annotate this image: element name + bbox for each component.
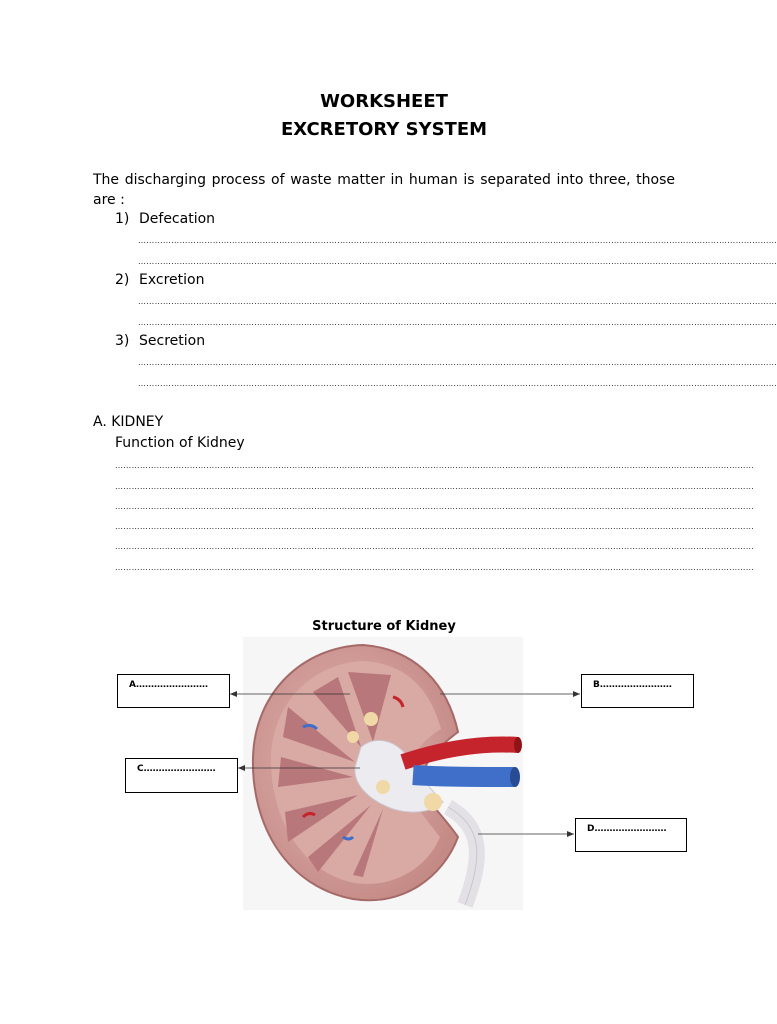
answer-line[interactable]: …………………………………………………………………………………………………………………………………………………………………………………………………………… (138, 297, 777, 306)
kidney-illustration (243, 637, 523, 910)
answer-line[interactable]: …………………………………………………………………………………………………………………………………………………………………………………………………………… (115, 563, 755, 572)
label-box-c[interactable]: C…………………… (125, 758, 238, 793)
process-number: 2) (115, 272, 130, 288)
answer-line[interactable]: …………………………………………………………………………………………………………………………………………………………………………………………………………… (138, 257, 777, 266)
answer-line[interactable]: …………………………………………………………………………………………………………………………………………………………………………………………………………… (115, 502, 755, 511)
process-number: 1) (115, 211, 130, 227)
label-box-d[interactable]: D…………………… (575, 818, 687, 852)
answer-line[interactable]: …………………………………………………………………………………………………………………………………………………………………………………………………………… (138, 358, 777, 367)
process-label: Defecation (139, 211, 216, 227)
answer-line[interactable]: …………………………………………………………………………………………………………………………………………………………………………………………………………… (138, 236, 777, 245)
diagram-title: Structure of Kidney (312, 619, 456, 634)
process-label: Excretion (139, 272, 205, 288)
answer-line[interactable]: …………………………………………………………………………………………………………………………………………………………………………………………………………… (115, 461, 755, 470)
worksheet-subtitle: EXCRETORY SYSTEM (280, 119, 488, 140)
process-label: Secretion (139, 333, 206, 349)
process-item-excretion (115, 272, 204, 288)
worksheet-title: WORKSHEET (320, 91, 448, 112)
answer-line[interactable]: …………………………………………………………………………………………………………………………………………………………………………………………………………… (115, 542, 755, 551)
section-subheading: Function of Kidney (115, 435, 245, 451)
section-heading-kidney: A. KIDNEY (93, 414, 164, 430)
process-item-defecation (115, 211, 215, 227)
answer-line[interactable]: …………………………………………………………………………………………………………………………………………………………………………………………………………… (115, 482, 755, 491)
label-box-a[interactable]: A…………………… (117, 674, 230, 708)
answer-line[interactable]: …………………………………………………………………………………………………………………………………………………………………………………………………………… (138, 379, 777, 388)
label-box-b[interactable]: B…………………… (581, 674, 694, 708)
process-number: 3) (115, 333, 130, 349)
answer-line[interactable]: …………………………………………………………………………………………………………………………………………………………………………………………………………… (138, 318, 777, 327)
intro-paragraph: The discharging process of waste matter in human is separated into three, those are : (93, 172, 675, 208)
process-item-secretion (115, 333, 205, 349)
answer-line[interactable]: …………………………………………………………………………………………………………………………………………………………………………………………………………… (115, 522, 755, 531)
